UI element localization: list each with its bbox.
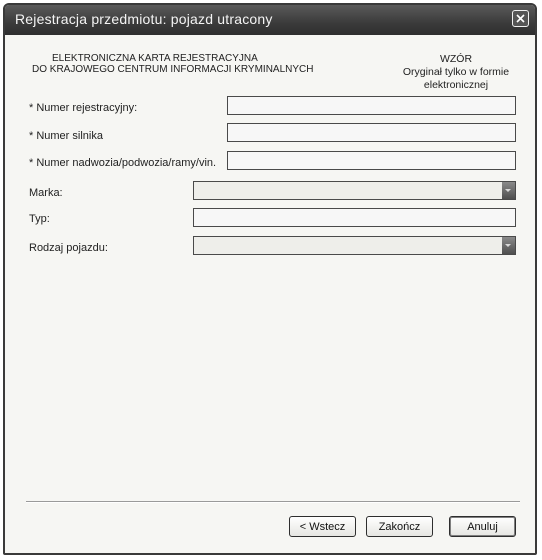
chevron-down-icon (505, 244, 511, 247)
window-title: Rejestracja przedmiotu: pojazd utracony (15, 11, 273, 27)
type-label: Typ: (29, 213, 50, 225)
card-header (32, 53, 314, 75)
type-input[interactable] (193, 208, 516, 227)
footer-separator (26, 501, 520, 503)
specimen-note (400, 53, 512, 92)
card-header-line2: DO KRAJOWEGO CENTRUM INFORMACJI KRYMINALNYCH (32, 64, 314, 75)
back-button[interactable]: < Wstecz (289, 516, 356, 537)
chevron-down-icon (505, 189, 511, 192)
dialog-window (3, 3, 537, 555)
engine-number-input[interactable] (227, 123, 516, 142)
make-dropdown-button[interactable] (502, 182, 515, 199)
specimen-label: WZÓR (439, 53, 473, 65)
vin-number-input[interactable] (227, 151, 516, 170)
dialog-content (5, 35, 535, 553)
registration-number-input[interactable] (227, 96, 516, 115)
make-select[interactable] (193, 181, 516, 200)
vin-number-label: * Numer nadwozia/podwozia/ramy/vin. (29, 157, 217, 169)
vehicle-kind-select[interactable] (193, 236, 516, 255)
card-header-line1: ELEKTRONICZNA KARTA REJESTRACYJNA (52, 53, 258, 64)
cancel-button[interactable]: Anuluj (449, 516, 516, 537)
close-icon (516, 14, 525, 23)
registration-number-label: * Numer rejestracyjny: (29, 102, 138, 114)
vehicle-kind-dropdown-button[interactable] (502, 237, 515, 254)
vehicle-kind-label: Rodzaj pojazdu: (29, 242, 108, 254)
make-label: Marka: (29, 187, 63, 199)
specimen-note-line2: elektronicznej (423, 79, 489, 91)
engine-number-label: * Numer silnika (29, 130, 103, 142)
finish-button[interactable]: Zakończ (366, 516, 433, 537)
title-bar[interactable] (5, 5, 535, 35)
close-button[interactable] (512, 10, 529, 27)
specimen-note-line1: Oryginał tylko w formie (402, 66, 510, 78)
